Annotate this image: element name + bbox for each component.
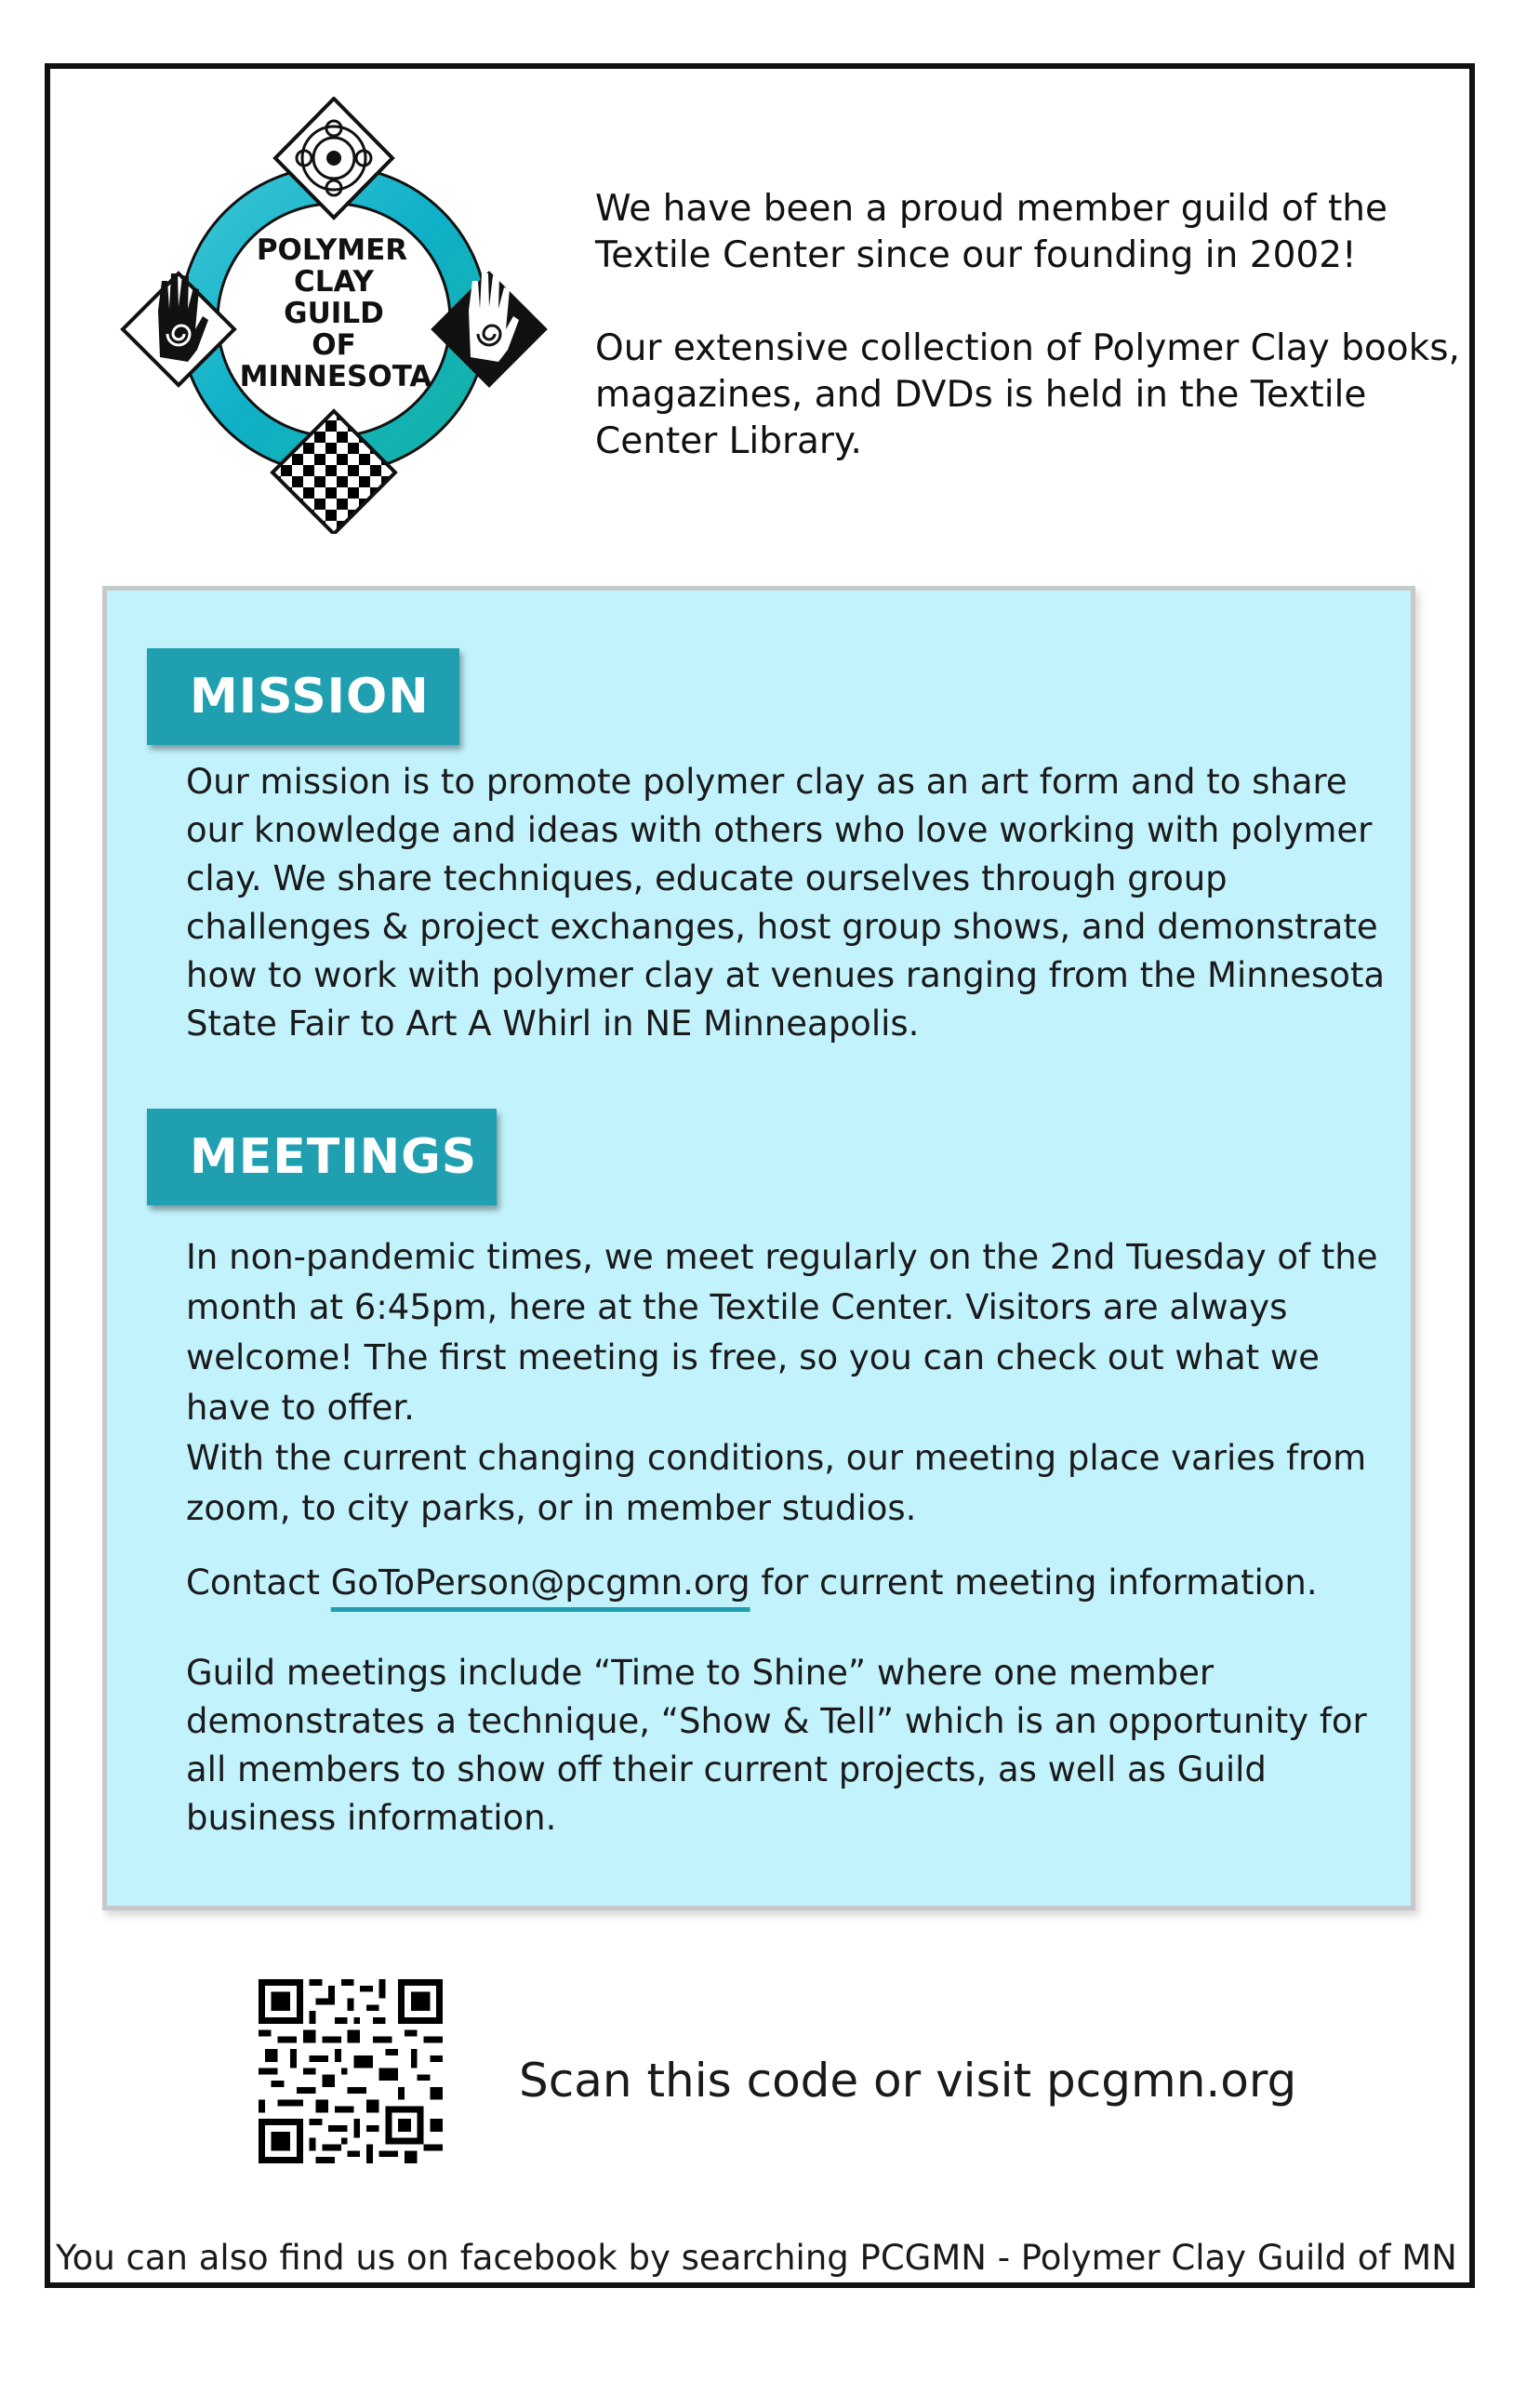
logo-text-line2: CLAY: [294, 265, 374, 299]
intro-paragraph-library: Our extensive collection of Polymer Clay books, magazines, and DVDs is held in the Textile Center Library.: [595, 327, 1460, 462]
contact-prefix: Contact: [186, 1563, 320, 1603]
mission-text: Our mission is to promote polymer clay as an art form and to share our knowledge and ideas with others who love working with polymer clay. We share techniques, educate ourselves through group challenges & project exchanges, host group shows, and demonstrate how to work with polymer clay at venues ranging from the Minnesota State Fair to Art A Whirl in NE Minneapolis.: [186, 762, 1386, 1044]
meetings-schedule-text: In non-pandemic times, we meet regularly on the 2nd Tuesday of the month at 6:45pm, here at the Textile Center. Visitors are always welcome! The first meeting is free, so you can check out what we have to offer.: [186, 1237, 1378, 1428]
logo-text-line1: POLYMER: [256, 233, 408, 267]
meetings-heading: MEETINGS: [147, 1109, 497, 1205]
qr-code-icon[interactable]: [259, 1979, 443, 2163]
logo-text-line4: OF: [312, 328, 356, 362]
facebook-note: You can also find us on facebook by searching PCGMN - Polymer Clay Guild of MN: [56, 2238, 1457, 2278]
mission-heading: MISSION: [147, 648, 459, 745]
info-panel: [102, 586, 1415, 1910]
intro-paragraph-founding: We have been a proud member guild of the Textile Center since our founding in 2002!: [595, 188, 1388, 276]
meetings-location-text: With the current changing conditions, our meeting place varies from zoom, to city parks, or in member studios.: [186, 1438, 1367, 1528]
scan-instructions: Scan this code or visit pcgmn.org: [519, 2054, 1297, 2108]
meetings-text: [186, 1232, 1395, 1534]
contact-line: [186, 1558, 1395, 1608]
logo-text-line5: MINNESOTA: [239, 360, 432, 393]
guild-meetings-text: Guild meetings include “Time to Shine” where one member demonstrates a technique, “Show & Tell” which is an opportunity for all members to show off their current projects, as well as Guild business information.: [186, 1653, 1367, 1838]
contact-suffix: for current meeting information.: [761, 1563, 1318, 1603]
logo-text-line3: GUILD: [284, 297, 384, 330]
contact-email-link[interactable]: GoToPerson@pcgmn.org: [330, 1563, 750, 1603]
guild-logo: [113, 97, 554, 534]
intro-text: [595, 186, 1469, 512]
